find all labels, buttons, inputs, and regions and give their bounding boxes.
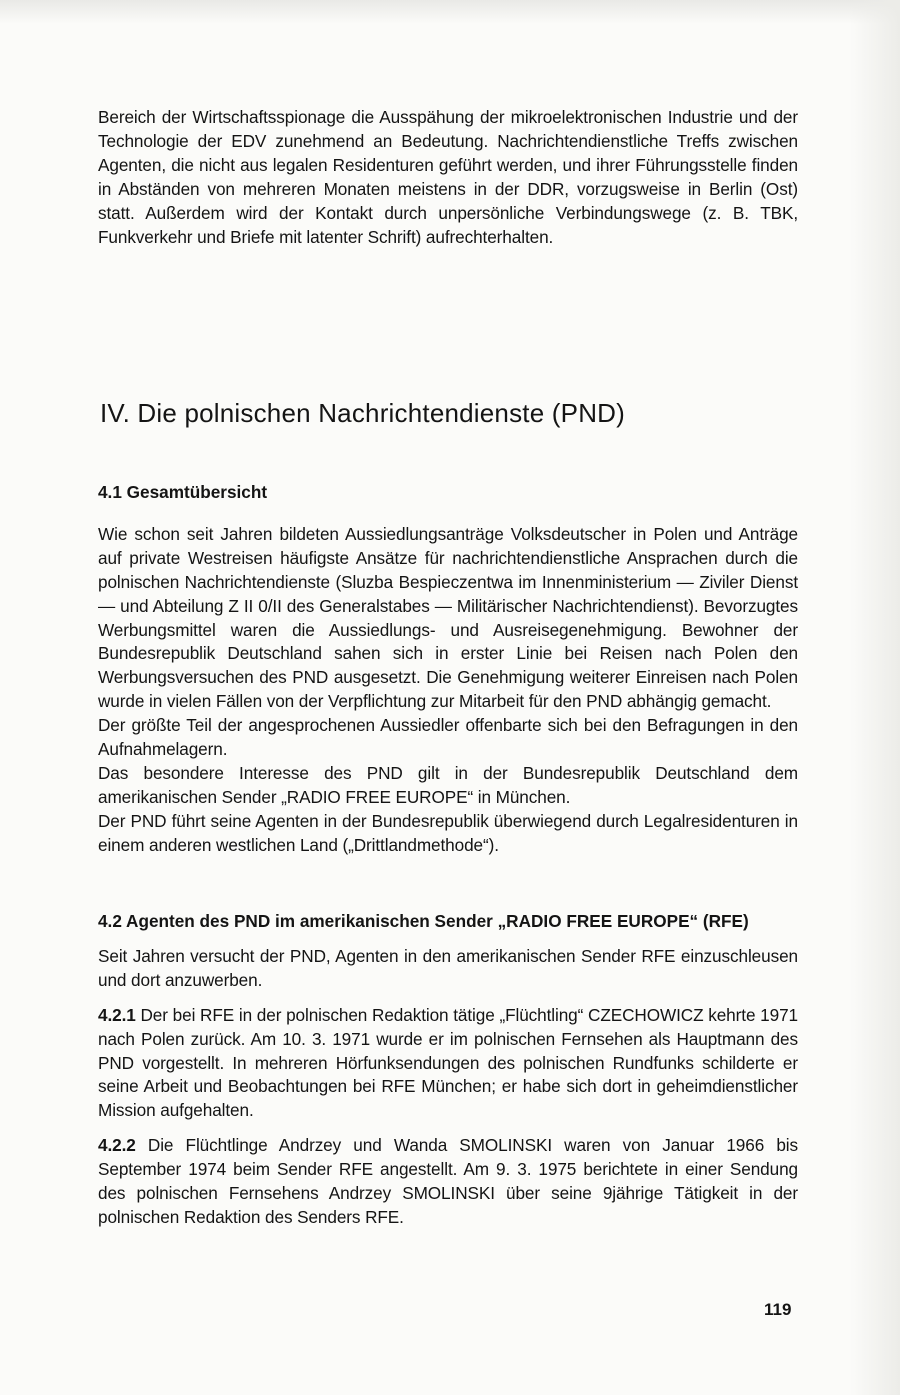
paragraph: Der PND führt seine Agenten in der Bundesrepublik überwiegend durch Legalresidenturen in einem anderen westlichen Land („Drittlandmethode“). xyxy=(98,810,798,855)
chapter-title: IV. Die polnischen Nachrichtendienste (PND) xyxy=(100,398,626,428)
subsection-text: Der bei RFE in der polnischen Redaktion tätige „Flüchtling“ CZECHOWICZ kehrte 1971 nach Polen zurück. Am 10. 3. 1971 wurde er im polnischen Fernsehen als Hauptmann des PND vorgestellt. In mehreren Hörfunksendungen des polnischen Rundfunks schilderte er seine Arbeit und Beobachtungen bei RFE München; er habe sich dort in geheimdienstlicher Mission aufgehalten. xyxy=(98,1004,798,1121)
paragraph: Wie schon seit Jahren bildeten Aussiedlungsanträge Volksdeutscher in Polen und Anträge auf private Westreisen häufigste Ansätze für nachrichtendienstliche Ansprachen durch die polnischen Nachrichtendienste (Sluzba Bespieczentwa im Innenministerium — Ziviler Dienst — und Abteilung Z II 0/II des Generalstabes — Militärischer Nachrichtendienst). Bevorzugtes Werbungsmittel waren die Aussiedlungs- und Ausreisegenehmigung. Bewohner der Bundesrepublik Deutschland sahen sich in erster Linie bei Reisen nach Polen den Werbungsversuchen des PND ausgesetzt. Die Genehmigung weiterer Einreisen nach Polen wurde in vielen Fällen von der Verpflichtung zur Mitarbeit für den PND abhängig gemacht. xyxy=(98,523,798,712)
subsection-paragraph xyxy=(98,1004,798,1124)
page-edge-shadow xyxy=(0,0,900,24)
page-number: 119 xyxy=(764,1300,792,1319)
paragraph: Der größte Teil der angesprochenen Aussiedler offenbarte sich bei den Befragungen in den Aufnahmelagern. xyxy=(98,715,798,760)
section-heading: 4.2 Agenten des PND im amerikanischen Sender „RADIO FREE EUROPE“ (RFE) xyxy=(98,911,749,931)
page-edge-shadow-right xyxy=(850,0,900,1395)
paragraph: Das besondere Interesse des PND gilt in der Bundesrepublik Deutschland dem amerikanischen Sender „RADIO FREE EUROPE“ in München. xyxy=(98,762,798,807)
paragraph: Seit Jahren versucht der PND, Agenten in den amerikanischen Sender RFE einzuschleusen und dort anzuwerben. xyxy=(98,945,798,990)
subsection-text: Die Flüchtlinge Andrzey und Wanda SMOLINSKI waren von Januar 1966 bis September 1974 beim Sender RFE angestellt. Am 9. 3. 1975 berichtete in einer Sendung des polnischen Fernsehens Andrzey SMOLINSKI über seine 9jährige Tätigkeit in der polnischen Redaktion des Senders RFE. xyxy=(98,1135,798,1227)
subsection-number: 4.2.2 xyxy=(98,1135,136,1156)
section-heading: 4.1 Gesamtübersicht xyxy=(98,482,268,502)
subsection-paragraph xyxy=(98,1134,798,1230)
subsection-number: 4.2.1 xyxy=(98,1004,136,1025)
section-4-2 xyxy=(98,910,798,1230)
page-body-top xyxy=(98,106,798,249)
section-4-1 xyxy=(98,481,798,858)
intro-paragraph: Bereich der Wirtschaftsspionage die Ausspähung der mikroelektronischen Industrie und der Technologie der EDV zunehmend an Bedeutung. Nachrichtendienstliche Treffs zwischen Agenten, die nicht aus legalen Residenturen geführt werden, und ihrer Führungsstelle finden in Abständen von mehreren Monaten meistens in der DDR, vorzugsweise in Berlin (Ost) statt. Außerdem wird der Kontakt durch unpersönliche Verbindungswege (z. B. TBK, Funkverkehr und Briefe mit latenter Schrift) aufrechterhalten. xyxy=(98,107,798,247)
